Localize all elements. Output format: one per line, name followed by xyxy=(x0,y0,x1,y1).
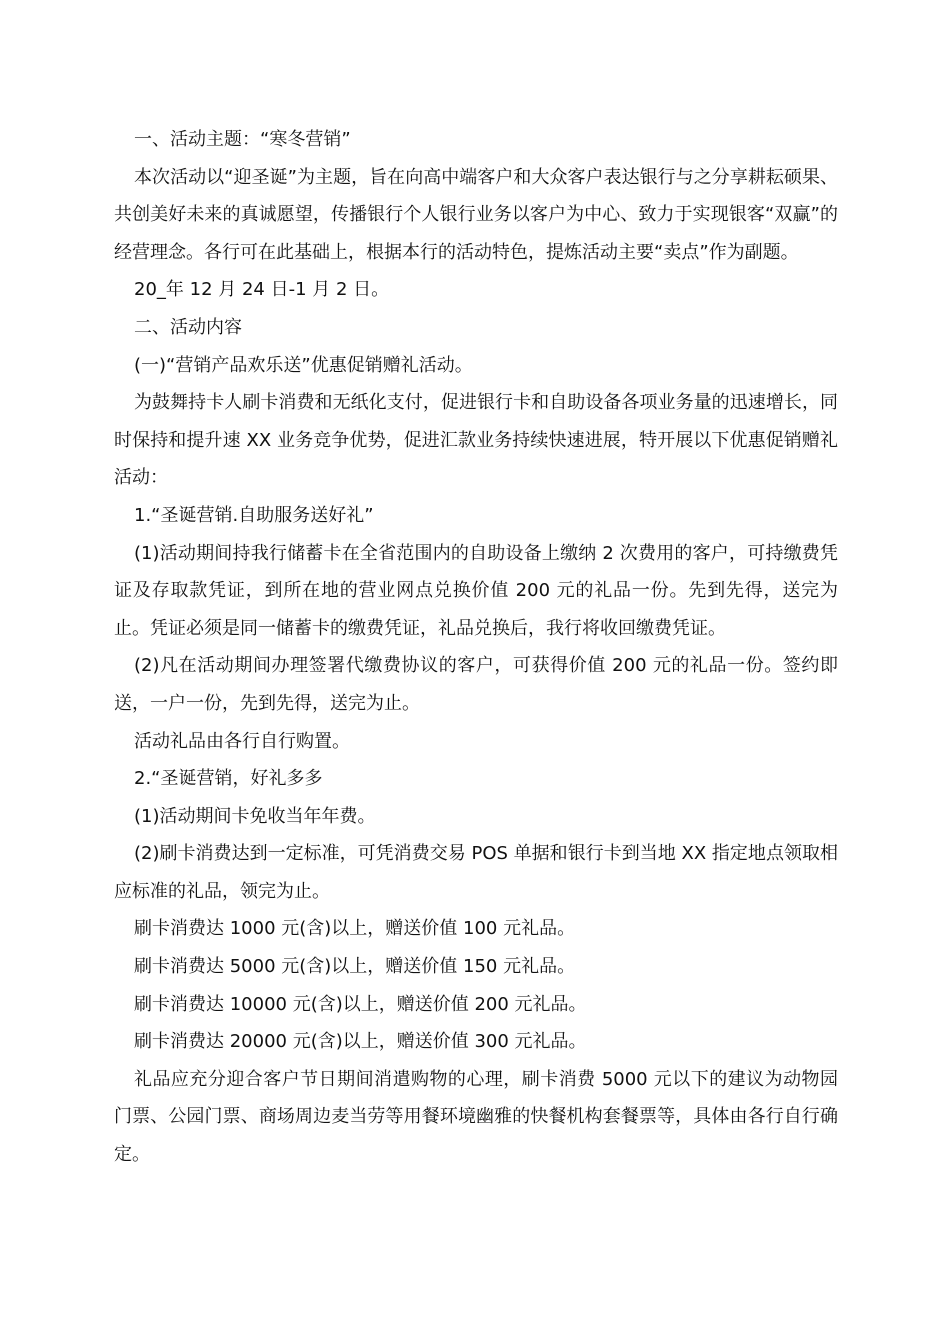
section-heading-theme: 一、活动主题：“寒冬营销” xyxy=(134,129,351,150)
paragraph-gift-suggestion: 礼品应充分迎合客户节日期间消遣购物的心理，刷卡消费 5000 元以下的建议为动物园门票、公园门票、商场周边麦当劳等用餐环境幽雅的快餐机构套餐票等，具体由各行自行确定。 xyxy=(114,1068,838,1166)
tier-line-1000: 刷卡消费达 1000 元(含)以上，赠送价值 100 元礼品。 xyxy=(134,918,576,940)
subsection-heading-promotion: (一)“营销产品欢乐送”优惠促销赠礼活动。 xyxy=(134,354,473,376)
paragraph-theme-description: 本次活动以“迎圣诞”为主题，旨在向高中端客户和大众客户表达银行与之分享耕耘硕果、共创美好未来的真诚愿望，传播银行个人银行业务以客户为中心、致力于实现银客“双赢”的经营理念。各行可在此基础上，根据本行的活动特色，提炼活动主要“卖点”作为副题。 xyxy=(114,166,838,263)
paragraph-promotion-purpose: 为鼓舞持卡人刷卡消费和无纸化支付，促进银行卡和自助设备各项业务量的迅速增长，同时保持和提升速 XX 业务竞争优势，促进汇款业务持续快速进展，特开展以下优惠促销赠礼活动： xyxy=(114,392,838,489)
paragraph-activity-period: 20_年 12 月 24 日-1 月 2 日。 xyxy=(134,279,390,301)
item-heading-gifts: 2.“圣诞营销，好礼多多 xyxy=(134,768,323,790)
paragraph-gift-purchase: 活动礼品由各行自行购置。 xyxy=(134,730,350,752)
item-heading-self-service: 1.“圣诞营销.自助服务送好礼” xyxy=(134,504,374,526)
tier-line-20000: 刷卡消费达 20000 元(含)以上，赠送价值 300 元礼品。 xyxy=(134,1031,587,1053)
paragraph-rule-1: (1)活动期间持我行储蓄卡在全省范围内的自助设备上缴纳 2 次费用的客户，可持缴费凭证及存取款凭证，到所在地的营业网点兑换价值 200 元的礼品一份。先到先得，送完为止。凭证必须是同一储蓄卡的缴费凭证，礼品兑换后，我行将收回缴费凭证。 xyxy=(114,542,838,639)
section-heading-content: 二、活动内容 xyxy=(134,316,242,338)
tier-line-5000: 刷卡消费达 5000 元(含)以上，赠送价值 150 元礼品。 xyxy=(134,956,576,978)
tier-line-10000: 刷卡消费达 10000 元(含)以上，赠送价值 200 元礼品。 xyxy=(134,993,587,1015)
document-body xyxy=(114,121,838,1174)
paragraph-rule-2: (2)凡在活动期间办理签署代缴费协议的客户，可获得价值 200 元的礼品一份。签约即送，一户一份，先到先得，送完为止。 xyxy=(114,655,838,714)
paragraph-spending-standard: (2)刷卡消费达到一定标准，可凭消费交易 POS 单据和银行卡到当地 XX 指定地点领取相应标准的礼品，领完为止。 xyxy=(114,843,838,902)
paragraph-annual-fee: (1)活动期间卡免收当年年费。 xyxy=(134,805,376,827)
